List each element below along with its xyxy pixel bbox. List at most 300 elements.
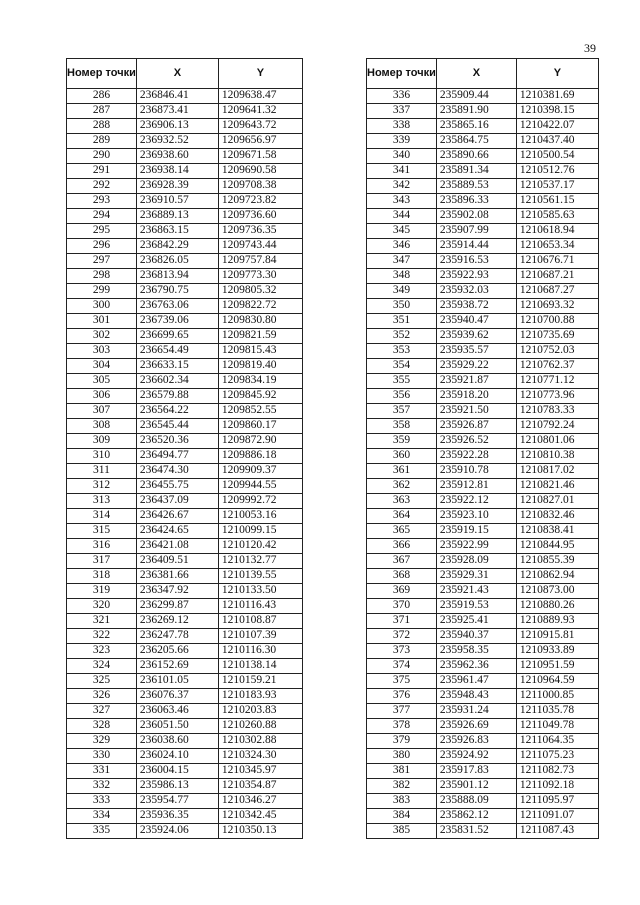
y-coordinate-cell: 1209743.44 <box>218 239 302 254</box>
table-row <box>67 434 303 449</box>
point-number-cell: 305 <box>67 374 137 389</box>
table-row <box>367 104 599 119</box>
x-coordinate-cell: 236633.15 <box>136 359 218 374</box>
table-row <box>67 734 303 749</box>
table-row <box>367 614 599 629</box>
table-row <box>67 134 303 149</box>
y-coordinate-cell: 1210810.38 <box>516 449 598 464</box>
table-row <box>67 689 303 704</box>
x-coordinate-cell: 235831.52 <box>436 824 516 839</box>
x-coordinate-cell: 235924.06 <box>136 824 218 839</box>
table-row <box>67 89 303 104</box>
point-number-cell: 368 <box>367 569 437 584</box>
point-number-cell: 369 <box>367 584 437 599</box>
table-row <box>367 359 599 374</box>
y-coordinate-cell: 1209830.80 <box>218 314 302 329</box>
y-coordinate-cell: 1210500.54 <box>516 149 598 164</box>
y-coordinate-cell: 1210700.88 <box>516 314 598 329</box>
x-coordinate-cell: 236455.75 <box>136 479 218 494</box>
point-number-cell: 336 <box>367 89 437 104</box>
x-coordinate-cell: 235925.41 <box>436 614 516 629</box>
table-row <box>367 254 599 269</box>
table-row <box>367 644 599 659</box>
point-number-cell: 331 <box>67 764 137 779</box>
table-row <box>67 299 303 314</box>
x-coordinate-cell: 236269.12 <box>136 614 218 629</box>
y-coordinate-cell: 1209736.35 <box>218 224 302 239</box>
point-number-cell: 352 <box>367 329 437 344</box>
x-coordinate-cell: 236520.36 <box>136 434 218 449</box>
y-coordinate-cell: 1210801.06 <box>516 434 598 449</box>
table-row <box>67 824 303 839</box>
x-coordinate-cell: 236426.67 <box>136 509 218 524</box>
y-coordinate-cell: 1211049.78 <box>516 719 598 734</box>
x-coordinate-cell: 235986.13 <box>136 779 218 794</box>
point-number-cell: 318 <box>67 569 137 584</box>
table-row <box>67 614 303 629</box>
point-number-cell: 293 <box>67 194 137 209</box>
table-row <box>367 299 599 314</box>
x-coordinate-cell: 235926.52 <box>436 434 516 449</box>
table-row <box>67 329 303 344</box>
table-header-row <box>67 59 303 89</box>
x-coordinate-cell: 235923.10 <box>436 509 516 524</box>
x-coordinate-cell: 236038.60 <box>136 734 218 749</box>
x-coordinate-cell: 235912.81 <box>436 479 516 494</box>
point-number-cell: 333 <box>67 794 137 809</box>
y-coordinate-cell: 1210350.13 <box>218 824 302 839</box>
point-number-cell: 296 <box>67 239 137 254</box>
table-row <box>367 344 599 359</box>
y-coordinate-cell: 1209773.30 <box>218 269 302 284</box>
x-coordinate-cell: 235889.53 <box>436 179 516 194</box>
x-coordinate-cell: 236826.05 <box>136 254 218 269</box>
table-row <box>367 659 599 674</box>
y-coordinate-cell: 1210832.46 <box>516 509 598 524</box>
table-row <box>67 704 303 719</box>
x-coordinate-cell: 236699.65 <box>136 329 218 344</box>
table-row <box>67 389 303 404</box>
x-coordinate-cell: 235907.99 <box>436 224 516 239</box>
table-row <box>367 629 599 644</box>
table-row <box>367 809 599 824</box>
point-number-cell: 364 <box>367 509 437 524</box>
y-coordinate-cell: 1210585.63 <box>516 209 598 224</box>
x-coordinate-cell: 235919.53 <box>436 599 516 614</box>
column-header-point-number: Номер точки <box>67 59 137 89</box>
x-coordinate-cell: 235924.92 <box>436 749 516 764</box>
column-header-point-number: Номер точки <box>367 59 437 89</box>
page-number: 39 <box>584 41 596 55</box>
point-number-cell: 377 <box>367 704 437 719</box>
table-row <box>67 719 303 734</box>
x-coordinate-cell: 236004.15 <box>136 764 218 779</box>
x-coordinate-cell: 236938.14 <box>136 164 218 179</box>
table-row <box>367 149 599 164</box>
table-row <box>67 224 303 239</box>
y-coordinate-cell: 1209656.97 <box>218 134 302 149</box>
table-row <box>67 104 303 119</box>
point-number-cell: 294 <box>67 209 137 224</box>
x-coordinate-cell: 235921.87 <box>436 374 516 389</box>
table-row <box>67 674 303 689</box>
x-coordinate-cell: 236579.88 <box>136 389 218 404</box>
table-row <box>67 254 303 269</box>
x-coordinate-cell: 236654.49 <box>136 344 218 359</box>
table-row <box>67 119 303 134</box>
x-coordinate-cell: 236101.05 <box>136 674 218 689</box>
point-number-cell: 300 <box>67 299 137 314</box>
point-number-cell: 340 <box>367 149 437 164</box>
y-coordinate-cell: 1211064.35 <box>516 734 598 749</box>
point-number-cell: 325 <box>67 674 137 689</box>
table-row <box>367 434 599 449</box>
y-coordinate-cell: 1211092.18 <box>516 779 598 794</box>
y-coordinate-cell: 1209690.58 <box>218 164 302 179</box>
y-coordinate-cell: 1210838.41 <box>516 524 598 539</box>
table-row <box>367 734 599 749</box>
y-coordinate-cell: 1209845.92 <box>218 389 302 404</box>
y-coordinate-cell: 1209643.72 <box>218 119 302 134</box>
x-coordinate-cell: 235922.12 <box>436 494 516 509</box>
x-coordinate-cell: 235922.93 <box>436 269 516 284</box>
point-number-cell: 341 <box>367 164 437 179</box>
point-number-cell: 332 <box>67 779 137 794</box>
point-number-cell: 324 <box>67 659 137 674</box>
point-number-cell: 327 <box>67 704 137 719</box>
x-coordinate-cell: 235918.20 <box>436 389 516 404</box>
x-coordinate-cell: 236474.30 <box>136 464 218 479</box>
y-coordinate-cell: 1210342.45 <box>218 809 302 824</box>
x-coordinate-cell: 236299.87 <box>136 599 218 614</box>
y-coordinate-cell: 1210133.50 <box>218 584 302 599</box>
point-number-cell: 313 <box>67 494 137 509</box>
x-coordinate-cell: 236813.94 <box>136 269 218 284</box>
x-coordinate-cell: 235862.12 <box>436 809 516 824</box>
point-number-cell: 308 <box>67 419 137 434</box>
point-number-cell: 322 <box>67 629 137 644</box>
y-coordinate-cell: 1210398.15 <box>516 104 598 119</box>
table-row <box>67 524 303 539</box>
point-number-cell: 365 <box>367 524 437 539</box>
y-coordinate-cell: 1209641.32 <box>218 104 302 119</box>
table-row <box>67 809 303 824</box>
table-row <box>367 194 599 209</box>
y-coordinate-cell: 1210053.16 <box>218 509 302 524</box>
table-row <box>367 119 599 134</box>
y-coordinate-cell: 1210537.17 <box>516 179 598 194</box>
x-coordinate-cell: 236024.10 <box>136 749 218 764</box>
x-coordinate-cell: 236863.15 <box>136 224 218 239</box>
x-coordinate-cell: 235916.53 <box>436 254 516 269</box>
point-number-cell: 372 <box>367 629 437 644</box>
table-row <box>67 509 303 524</box>
table-row <box>367 554 599 569</box>
table-row <box>67 164 303 179</box>
point-number-cell: 363 <box>367 494 437 509</box>
y-coordinate-cell: 1211000.85 <box>516 689 598 704</box>
y-coordinate-cell: 1210862.94 <box>516 569 598 584</box>
x-coordinate-cell: 235922.28 <box>436 449 516 464</box>
x-coordinate-cell: 235896.33 <box>436 194 516 209</box>
table-row <box>367 164 599 179</box>
point-number-cell: 286 <box>67 89 137 104</box>
coordinates-table-right <box>366 58 599 839</box>
x-coordinate-cell: 236205.66 <box>136 644 218 659</box>
x-coordinate-cell: 236421.08 <box>136 539 218 554</box>
table-row <box>367 689 599 704</box>
point-number-cell: 329 <box>67 734 137 749</box>
x-coordinate-cell: 235901.12 <box>436 779 516 794</box>
y-coordinate-cell: 1210676.71 <box>516 254 598 269</box>
x-coordinate-cell: 235864.75 <box>436 134 516 149</box>
point-number-cell: 292 <box>67 179 137 194</box>
x-coordinate-cell: 236842.29 <box>136 239 218 254</box>
table-row <box>67 359 303 374</box>
x-coordinate-cell: 235917.83 <box>436 764 516 779</box>
table-row <box>67 749 303 764</box>
point-number-cell: 310 <box>67 449 137 464</box>
x-coordinate-cell: 236063.46 <box>136 704 218 719</box>
table-row <box>367 539 599 554</box>
table-row <box>67 599 303 614</box>
point-number-cell: 291 <box>67 164 137 179</box>
point-number-cell: 289 <box>67 134 137 149</box>
x-coordinate-cell: 236437.09 <box>136 494 218 509</box>
table-row <box>67 179 303 194</box>
point-number-cell: 290 <box>67 149 137 164</box>
x-coordinate-cell: 235926.87 <box>436 419 516 434</box>
point-number-cell: 323 <box>67 644 137 659</box>
y-coordinate-cell: 1210821.46 <box>516 479 598 494</box>
y-coordinate-cell: 1210783.33 <box>516 404 598 419</box>
table-row <box>367 479 599 494</box>
y-coordinate-cell: 1210855.39 <box>516 554 598 569</box>
y-coordinate-cell: 1210260.88 <box>218 719 302 734</box>
point-number-cell: 314 <box>67 509 137 524</box>
y-coordinate-cell: 1210099.15 <box>218 524 302 539</box>
y-coordinate-cell: 1210880.26 <box>516 599 598 614</box>
table-row <box>67 539 303 554</box>
column-header-x: X <box>436 59 516 89</box>
table-row <box>67 239 303 254</box>
x-coordinate-cell: 236051.50 <box>136 719 218 734</box>
table-row <box>367 824 599 839</box>
y-coordinate-cell: 1210354.87 <box>218 779 302 794</box>
x-coordinate-cell: 235910.78 <box>436 464 516 479</box>
x-coordinate-cell: 236545.44 <box>136 419 218 434</box>
point-number-cell: 361 <box>367 464 437 479</box>
y-coordinate-cell: 1211082.73 <box>516 764 598 779</box>
y-coordinate-cell: 1210687.27 <box>516 284 598 299</box>
y-coordinate-cell: 1210132.77 <box>218 554 302 569</box>
point-number-cell: 356 <box>367 389 437 404</box>
table-row <box>367 449 599 464</box>
table-row <box>67 554 303 569</box>
point-number-cell: 303 <box>67 344 137 359</box>
point-number-cell: 315 <box>67 524 137 539</box>
y-coordinate-cell: 1209909.37 <box>218 464 302 479</box>
table-row <box>367 764 599 779</box>
point-number-cell: 360 <box>367 449 437 464</box>
y-coordinate-cell: 1210381.69 <box>516 89 598 104</box>
point-number-cell: 295 <box>67 224 137 239</box>
table-row <box>67 194 303 209</box>
table-row <box>367 314 599 329</box>
x-coordinate-cell: 235914.44 <box>436 239 516 254</box>
point-number-cell: 359 <box>367 434 437 449</box>
x-coordinate-cell: 235935.57 <box>436 344 516 359</box>
x-coordinate-cell: 236076.37 <box>136 689 218 704</box>
y-coordinate-cell: 1210512.76 <box>516 164 598 179</box>
x-coordinate-cell: 236889.13 <box>136 209 218 224</box>
x-coordinate-cell: 236873.41 <box>136 104 218 119</box>
point-number-cell: 298 <box>67 269 137 284</box>
y-coordinate-cell: 1210159.21 <box>218 674 302 689</box>
y-coordinate-cell: 1209852.55 <box>218 404 302 419</box>
point-number-cell: 366 <box>367 539 437 554</box>
y-coordinate-cell: 1210771.12 <box>516 374 598 389</box>
point-number-cell: 347 <box>367 254 437 269</box>
point-number-cell: 338 <box>367 119 437 134</box>
point-number-cell: 344 <box>367 209 437 224</box>
x-coordinate-cell: 235962.36 <box>436 659 516 674</box>
y-coordinate-cell: 1210951.59 <box>516 659 598 674</box>
y-coordinate-cell: 1209757.84 <box>218 254 302 269</box>
x-coordinate-cell: 235940.47 <box>436 314 516 329</box>
point-number-cell: 381 <box>367 764 437 779</box>
y-coordinate-cell: 1210116.43 <box>218 599 302 614</box>
point-number-cell: 342 <box>367 179 437 194</box>
x-coordinate-cell: 235939.62 <box>436 329 516 344</box>
y-coordinate-cell: 1209944.55 <box>218 479 302 494</box>
point-number-cell: 335 <box>67 824 137 839</box>
y-coordinate-cell: 1209805.32 <box>218 284 302 299</box>
table-row <box>67 374 303 389</box>
y-coordinate-cell: 1210873.00 <box>516 584 598 599</box>
y-coordinate-cell: 1210183.93 <box>218 689 302 704</box>
x-coordinate-cell: 235936.35 <box>136 809 218 824</box>
point-number-cell: 385 <box>367 824 437 839</box>
x-coordinate-cell: 236739.06 <box>136 314 218 329</box>
y-coordinate-cell: 1210687.21 <box>516 269 598 284</box>
table-row <box>67 419 303 434</box>
table-row <box>67 644 303 659</box>
point-number-cell: 339 <box>367 134 437 149</box>
y-coordinate-cell: 1211075.23 <box>516 749 598 764</box>
y-coordinate-cell: 1210964.59 <box>516 674 598 689</box>
point-number-cell: 346 <box>367 239 437 254</box>
x-coordinate-cell: 236932.52 <box>136 134 218 149</box>
x-coordinate-cell: 235929.31 <box>436 569 516 584</box>
y-coordinate-cell: 1209992.72 <box>218 494 302 509</box>
point-number-cell: 345 <box>367 224 437 239</box>
column-header-x: X <box>136 59 218 89</box>
y-coordinate-cell: 1209886.18 <box>218 449 302 464</box>
y-coordinate-cell: 1211091.07 <box>516 809 598 824</box>
y-coordinate-cell: 1210933.89 <box>516 644 598 659</box>
y-coordinate-cell: 1209822.72 <box>218 299 302 314</box>
point-number-cell: 320 <box>67 599 137 614</box>
y-coordinate-cell: 1210139.55 <box>218 569 302 584</box>
x-coordinate-cell: 236409.51 <box>136 554 218 569</box>
table-row <box>367 569 599 584</box>
y-coordinate-cell: 1210422.07 <box>516 119 598 134</box>
point-number-cell: 326 <box>67 689 137 704</box>
x-coordinate-cell: 236910.57 <box>136 194 218 209</box>
point-number-cell: 379 <box>367 734 437 749</box>
y-coordinate-cell: 1210773.96 <box>516 389 598 404</box>
x-coordinate-cell: 236938.60 <box>136 149 218 164</box>
x-coordinate-cell: 235865.16 <box>436 119 516 134</box>
table-row <box>67 314 303 329</box>
x-coordinate-cell: 236928.39 <box>136 179 218 194</box>
y-coordinate-cell: 1210120.42 <box>218 539 302 554</box>
point-number-cell: 337 <box>367 104 437 119</box>
point-number-cell: 343 <box>367 194 437 209</box>
x-coordinate-cell: 235888.09 <box>436 794 516 809</box>
y-coordinate-cell: 1210302.88 <box>218 734 302 749</box>
table-row <box>367 329 599 344</box>
table-row <box>67 149 303 164</box>
table-row <box>67 269 303 284</box>
y-coordinate-cell: 1210203.83 <box>218 704 302 719</box>
coordinates-table-left <box>66 58 303 839</box>
table-row <box>367 494 599 509</box>
table-row <box>67 464 303 479</box>
y-coordinate-cell: 1210561.15 <box>516 194 598 209</box>
point-number-cell: 376 <box>367 689 437 704</box>
y-coordinate-cell: 1210116.30 <box>218 644 302 659</box>
x-coordinate-cell: 235932.03 <box>436 284 516 299</box>
point-number-cell: 380 <box>367 749 437 764</box>
table-row <box>67 569 303 584</box>
x-coordinate-cell: 235921.50 <box>436 404 516 419</box>
table-row <box>367 749 599 764</box>
x-coordinate-cell: 235926.83 <box>436 734 516 749</box>
table-row <box>67 494 303 509</box>
x-coordinate-cell: 235938.72 <box>436 299 516 314</box>
y-coordinate-cell: 1209638.47 <box>218 89 302 104</box>
x-coordinate-cell: 235921.43 <box>436 584 516 599</box>
x-coordinate-cell: 235909.44 <box>436 89 516 104</box>
y-coordinate-cell: 1210108.87 <box>218 614 302 629</box>
point-number-cell: 299 <box>67 284 137 299</box>
point-number-cell: 383 <box>367 794 437 809</box>
point-number-cell: 354 <box>367 359 437 374</box>
table-row <box>367 464 599 479</box>
y-coordinate-cell: 1210138.14 <box>218 659 302 674</box>
table-row <box>367 404 599 419</box>
table-row <box>367 794 599 809</box>
point-number-cell: 317 <box>67 554 137 569</box>
table-row <box>67 284 303 299</box>
table-row <box>67 209 303 224</box>
point-number-cell: 302 <box>67 329 137 344</box>
x-coordinate-cell: 235902.08 <box>436 209 516 224</box>
x-coordinate-cell: 236790.75 <box>136 284 218 299</box>
point-number-cell: 349 <box>367 284 437 299</box>
table-row <box>67 584 303 599</box>
table-row <box>367 524 599 539</box>
point-number-cell: 384 <box>367 809 437 824</box>
x-coordinate-cell: 235919.15 <box>436 524 516 539</box>
x-coordinate-cell: 235931.24 <box>436 704 516 719</box>
y-coordinate-cell: 1210437.40 <box>516 134 598 149</box>
point-number-cell: 304 <box>67 359 137 374</box>
x-coordinate-cell: 236602.34 <box>136 374 218 389</box>
point-number-cell: 297 <box>67 254 137 269</box>
